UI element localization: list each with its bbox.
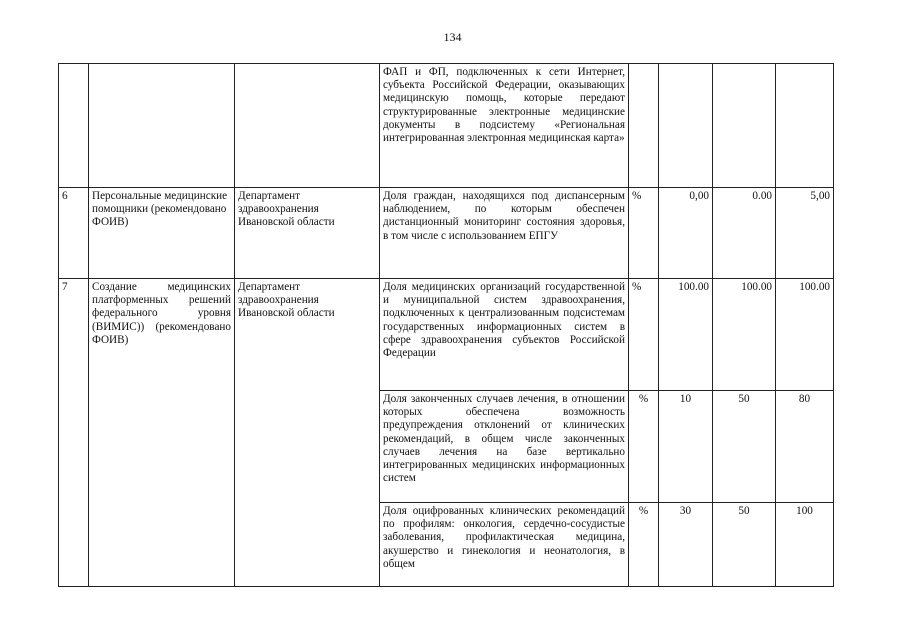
value-1: 100.00 bbox=[659, 279, 713, 391]
unit: % bbox=[629, 279, 659, 391]
project-name: Персональные медицинские помощники (рекомендовано ФОИВ) bbox=[89, 188, 235, 279]
indicator-text: Доля оцифрованных клинических рекомендаций по профилям: онкология, сердечно-сосудистые заболевания, профилактическая медицина, акушерство и гинекология и неонатология, в общем bbox=[380, 503, 629, 587]
value-1: 30 bbox=[659, 503, 713, 587]
value-1 bbox=[659, 64, 713, 188]
value-2: 50 bbox=[713, 503, 776, 587]
indicators-table bbox=[58, 63, 834, 587]
indicator-text: Доля медицинских организаций государственной и муниципальной систем здравоохранения, подключенных к централизованным подсистемам государственных информационных систем в сфере здравоохранения субъектов Российской Федерации bbox=[380, 279, 629, 391]
project-name bbox=[89, 64, 235, 188]
department: Департамент здравоохранения Ивановской области bbox=[235, 188, 380, 279]
department bbox=[235, 64, 380, 188]
table-row bbox=[59, 64, 834, 188]
value-2: 50 bbox=[713, 391, 776, 503]
unit bbox=[629, 64, 659, 188]
value-2: 100.00 bbox=[713, 279, 776, 391]
page-number: 134 bbox=[443, 30, 462, 44]
table-row bbox=[59, 279, 834, 391]
value-3: 5,00 bbox=[776, 188, 834, 279]
unit: % bbox=[629, 188, 659, 279]
value-3: 100.00 bbox=[776, 279, 834, 391]
value-1: 10 bbox=[659, 391, 713, 503]
project-name: Создание медицинских платформенных решений федерального уровня (ВИМИС)) (рекомендовано ФОИВ) bbox=[89, 279, 235, 587]
value-3: 100 bbox=[776, 503, 834, 587]
value-1: 0,00 bbox=[659, 188, 713, 279]
row-number: 7 bbox=[59, 279, 89, 587]
indicator-text: ФАП и ФП, подключенных к сети Интернет, субъекта Российской Федерации, оказывающих медицинскую помощь, которые передают структурированные электронные медицинские документы в подсистему «Региональная интегрированная электронная медицинская карта» bbox=[380, 64, 629, 188]
unit: % bbox=[629, 503, 659, 587]
unit: % bbox=[629, 391, 659, 503]
value-3 bbox=[776, 64, 834, 188]
indicator-text: Доля граждан, находящихся под диспансерным наблюдением, по которым обеспечен дистанционный мониторинг состояния здоровья, в том числе с использованием ЕПГУ bbox=[380, 188, 629, 279]
row-number: 6 bbox=[59, 188, 89, 279]
indicator-text: Доля законченных случаев лечения, в отношении которых обеспечена возможность предупреждения отклонений от клинических рекомендаций, в общем числе законченных случаев лечения на базе вертикально интегрированных медицинских информационных систем bbox=[380, 391, 629, 503]
value-2 bbox=[713, 64, 776, 188]
value-2: 0.00 bbox=[713, 188, 776, 279]
table-row bbox=[59, 188, 834, 279]
department: Департамент здравоохранения Ивановской области bbox=[235, 279, 380, 587]
row-number bbox=[59, 64, 89, 188]
value-3: 80 bbox=[776, 391, 834, 503]
